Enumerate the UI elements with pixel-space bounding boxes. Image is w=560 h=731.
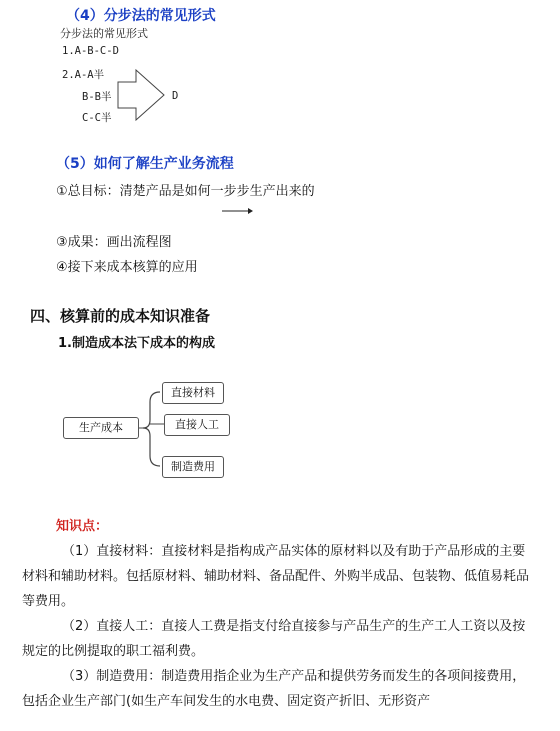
part4-title: 四、核算前的成本知识准备: [30, 307, 211, 325]
diagram-child-2: 直接人工: [164, 414, 230, 436]
diagram-child-3: 制造费用: [162, 456, 224, 478]
section4-title: （4）分步法的常见形式: [66, 8, 216, 24]
section5-item3: ③成果：画出流程图: [56, 235, 172, 250]
section5-title: （5）如何了解生产业务流程: [56, 156, 234, 172]
knowledge-title: 知识点：: [56, 519, 109, 534]
method-target: D: [172, 90, 179, 102]
section5-item1: ①总目标：清楚产品是如何一步步生产出来的: [56, 184, 315, 199]
brace-bracket: [143, 392, 160, 466]
method-line-4: C-C半: [82, 112, 112, 124]
diagram-root-box: 生产成本: [63, 417, 139, 439]
section5-item4: ④接下来成本核算的应用: [56, 260, 198, 275]
section4-subtitle: 分步法的常见形式: [60, 27, 148, 40]
method-line-2: 2.A-A半: [62, 69, 105, 81]
knowledge-paragraph-1: （1）直接材料：直接材料是指构成产品实体的原材料以及有助于产品形成的主要材料和辅助材料。包括原材料、辅助材料、备品配件、外购半成品、包装物、低值易耗品等费用。: [22, 544, 530, 609]
diagram-child-1: 直接材料: [162, 382, 224, 404]
block-arrow: [118, 70, 164, 120]
knowledge-paragraph-2: （2）直接人工：直接人工费是指支付给直接参与产品生产的生产工人工资以及按规定的比例提取的职工福利费。: [22, 619, 526, 659]
flow-arrow-head: [248, 208, 253, 214]
method-line-1: 1.A-B-C-D: [62, 45, 119, 57]
knowledge-paragraph-3: （3）制造费用：制造费用指企业为生产产品和提供劳务而发生的各项间接费用，包括企业生产部门(如生产车间发生的水电费、固定资产折旧、无形资产: [22, 669, 526, 709]
method-line-3: B-B半: [82, 91, 112, 103]
part4-subtitle: 1.制造成本法下成本的构成: [58, 336, 215, 351]
